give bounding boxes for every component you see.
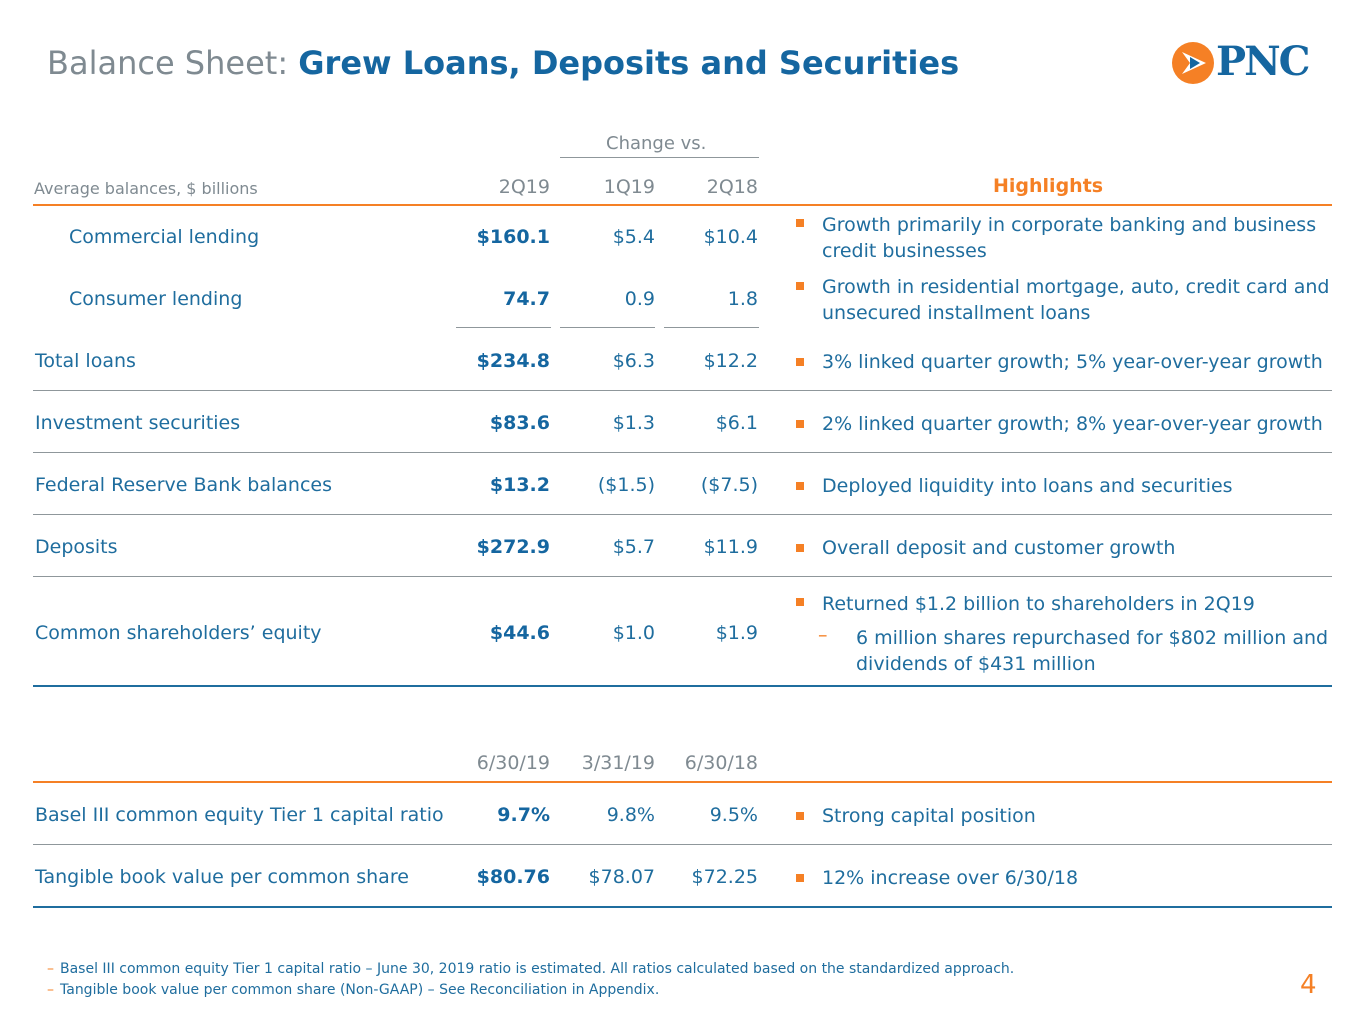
bullet-icon: [796, 812, 804, 820]
row-divider: [33, 452, 1332, 453]
highlights-header: Highlights: [993, 175, 1104, 197]
value-frb-2q18: ($7.5): [700, 474, 758, 496]
change-vs-underline: [560, 157, 759, 158]
footnote-dash-icon: –: [47, 982, 54, 998]
value-basel-6-30-18: 9.5%: [709, 804, 758, 826]
change-vs-label: Change vs.: [606, 133, 707, 154]
footnote-2-text: Tangible book value per common share (Non-GAAP) – See Reconciliation in Appendix.: [60, 982, 660, 998]
value-equity-1q19: $1.0: [612, 622, 655, 644]
value-tbv-6-30-19: $80.76: [476, 866, 550, 888]
highlight-equity-sub: 6 million shares repurchased for $802 million and dividends of $431 million: [856, 627, 1329, 675]
row-divider: [33, 390, 1332, 391]
units-label: Average balances, $ billions: [34, 179, 258, 198]
bullet-icon: [796, 420, 804, 428]
value-total-loans-2q18: $12.2: [703, 350, 758, 372]
row-label-commercial-lending: Commercial lending: [69, 226, 260, 248]
page-number: 4: [1300, 970, 1317, 1000]
bullet-icon: [796, 874, 804, 882]
value-total-loans-1q19: $6.3: [612, 350, 655, 372]
table2-header-rule: [33, 781, 1332, 783]
value-total-loans-2q19: $234.8: [476, 350, 550, 372]
bullet-icon: [796, 282, 804, 290]
value-deposits-1q19: $5.7: [612, 536, 655, 558]
highlight-frb: Deployed liquidity into loans and securities: [822, 475, 1233, 497]
footnote-2: [47, 982, 659, 998]
logo-text: PNC: [1216, 38, 1309, 85]
value-frb-2q19: $13.2: [489, 474, 550, 496]
highlight-tbv: 12% increase over 6/30/18: [822, 867, 1079, 889]
value-securities-2q19: $83.6: [489, 412, 550, 434]
bullet-icon: [796, 598, 804, 606]
row-label-deposits: Deposits: [35, 536, 118, 558]
row-label-shareholders-equity: Common shareholders’ equity: [35, 622, 322, 644]
value-commercial-2q18: $10.4: [703, 226, 758, 248]
footnote-1: [47, 961, 1014, 977]
bullet-icon: [796, 358, 804, 366]
row-label-basel-iii: Basel III common equity Tier 1 capital ratio: [35, 804, 444, 826]
value-equity-2q19: $44.6: [489, 622, 550, 644]
bullet-icon: [796, 544, 804, 552]
highlight-securities: 2% linked quarter growth; 8% year-over-year growth: [822, 413, 1323, 435]
footnote-1-text: Basel III common equity Tier 1 capital ratio – June 30, 2019 ratio is estimated. All ratios calculated based on the standardized approach.: [60, 961, 1015, 977]
value-equity-2q18: $1.9: [715, 622, 758, 644]
value-commercial-2q19: $160.1: [476, 226, 550, 248]
row-divider: [33, 844, 1332, 845]
pnc-logo: [1170, 40, 1322, 88]
bullet-icon: [796, 219, 804, 227]
sub-bullet-dash-icon: –: [818, 624, 828, 646]
highlight-total-loans: 3% linked quarter growth; 5% year-over-year growth: [822, 351, 1323, 373]
value-securities-2q18: $6.1: [715, 412, 758, 434]
value-consumer-1q19: 0.9: [624, 288, 655, 310]
value-consumer-2q19: 74.7: [503, 288, 550, 310]
value-consumer-2q18: 1.8: [727, 288, 758, 310]
value-deposits-2q19: $272.9: [476, 536, 550, 558]
value-securities-1q19: $1.3: [612, 412, 655, 434]
row-divider: [33, 514, 1332, 515]
highlight-equity: Returned $1.2 billion to shareholders in 2Q19: [822, 593, 1255, 615]
table1-bottom-rule: [33, 685, 1332, 687]
col-header-2q18: 2Q18: [706, 176, 758, 198]
row-label-tangible-book-value: Tangible book value per common share: [35, 866, 409, 888]
page-title: [47, 44, 959, 82]
bullet-icon: [796, 482, 804, 490]
highlight-commercial: Growth primarily in corporate banking and business credit businesses: [822, 214, 1317, 262]
header-rule: [33, 204, 1332, 206]
footnote-dash-icon: –: [47, 961, 54, 977]
col-header-6-30-19: 6/30/19: [476, 752, 550, 774]
pnc-logo-icon: [1170, 40, 1216, 86]
highlight-basel: Strong capital position: [822, 805, 1036, 827]
value-basel-6-30-19: 9.7%: [497, 804, 550, 826]
value-tbv-6-30-18: $72.25: [691, 866, 758, 888]
row-divider: [33, 576, 1332, 577]
row-label-frb-balances: Federal Reserve Bank balances: [35, 474, 332, 496]
table2-bottom-rule: [33, 906, 1332, 908]
highlight-consumer: Growth in residential mortgage, auto, credit card and unsecured installment loans: [822, 276, 1330, 324]
value-frb-1q19: ($1.5): [597, 474, 655, 496]
value-commercial-1q19: $5.4: [612, 226, 655, 248]
col-header-3-31-19: 3/31/19: [581, 752, 655, 774]
title-prefix: Balance Sheet:: [47, 44, 289, 82]
col-header-2q19: 2Q19: [498, 176, 550, 198]
row-label-total-loans: Total loans: [35, 350, 136, 372]
subtotal-rule-2q18: [664, 327, 759, 328]
subtotal-rule-2q19: [456, 327, 551, 328]
row-label-consumer-lending: Consumer lending: [69, 288, 243, 310]
col-header-6-30-18: 6/30/18: [684, 752, 758, 774]
row-label-investment-securities: Investment securities: [35, 412, 241, 434]
title-main: Grew Loans, Deposits and Securities: [298, 44, 960, 82]
subtotal-rule-1q19: [560, 327, 655, 328]
value-basel-3-31-19: 9.8%: [606, 804, 655, 826]
highlight-deposits: Overall deposit and customer growth: [822, 537, 1176, 559]
col-header-1q19: 1Q19: [603, 176, 655, 198]
value-deposits-2q18: $11.9: [703, 536, 758, 558]
value-tbv-3-31-19: $78.07: [588, 866, 655, 888]
